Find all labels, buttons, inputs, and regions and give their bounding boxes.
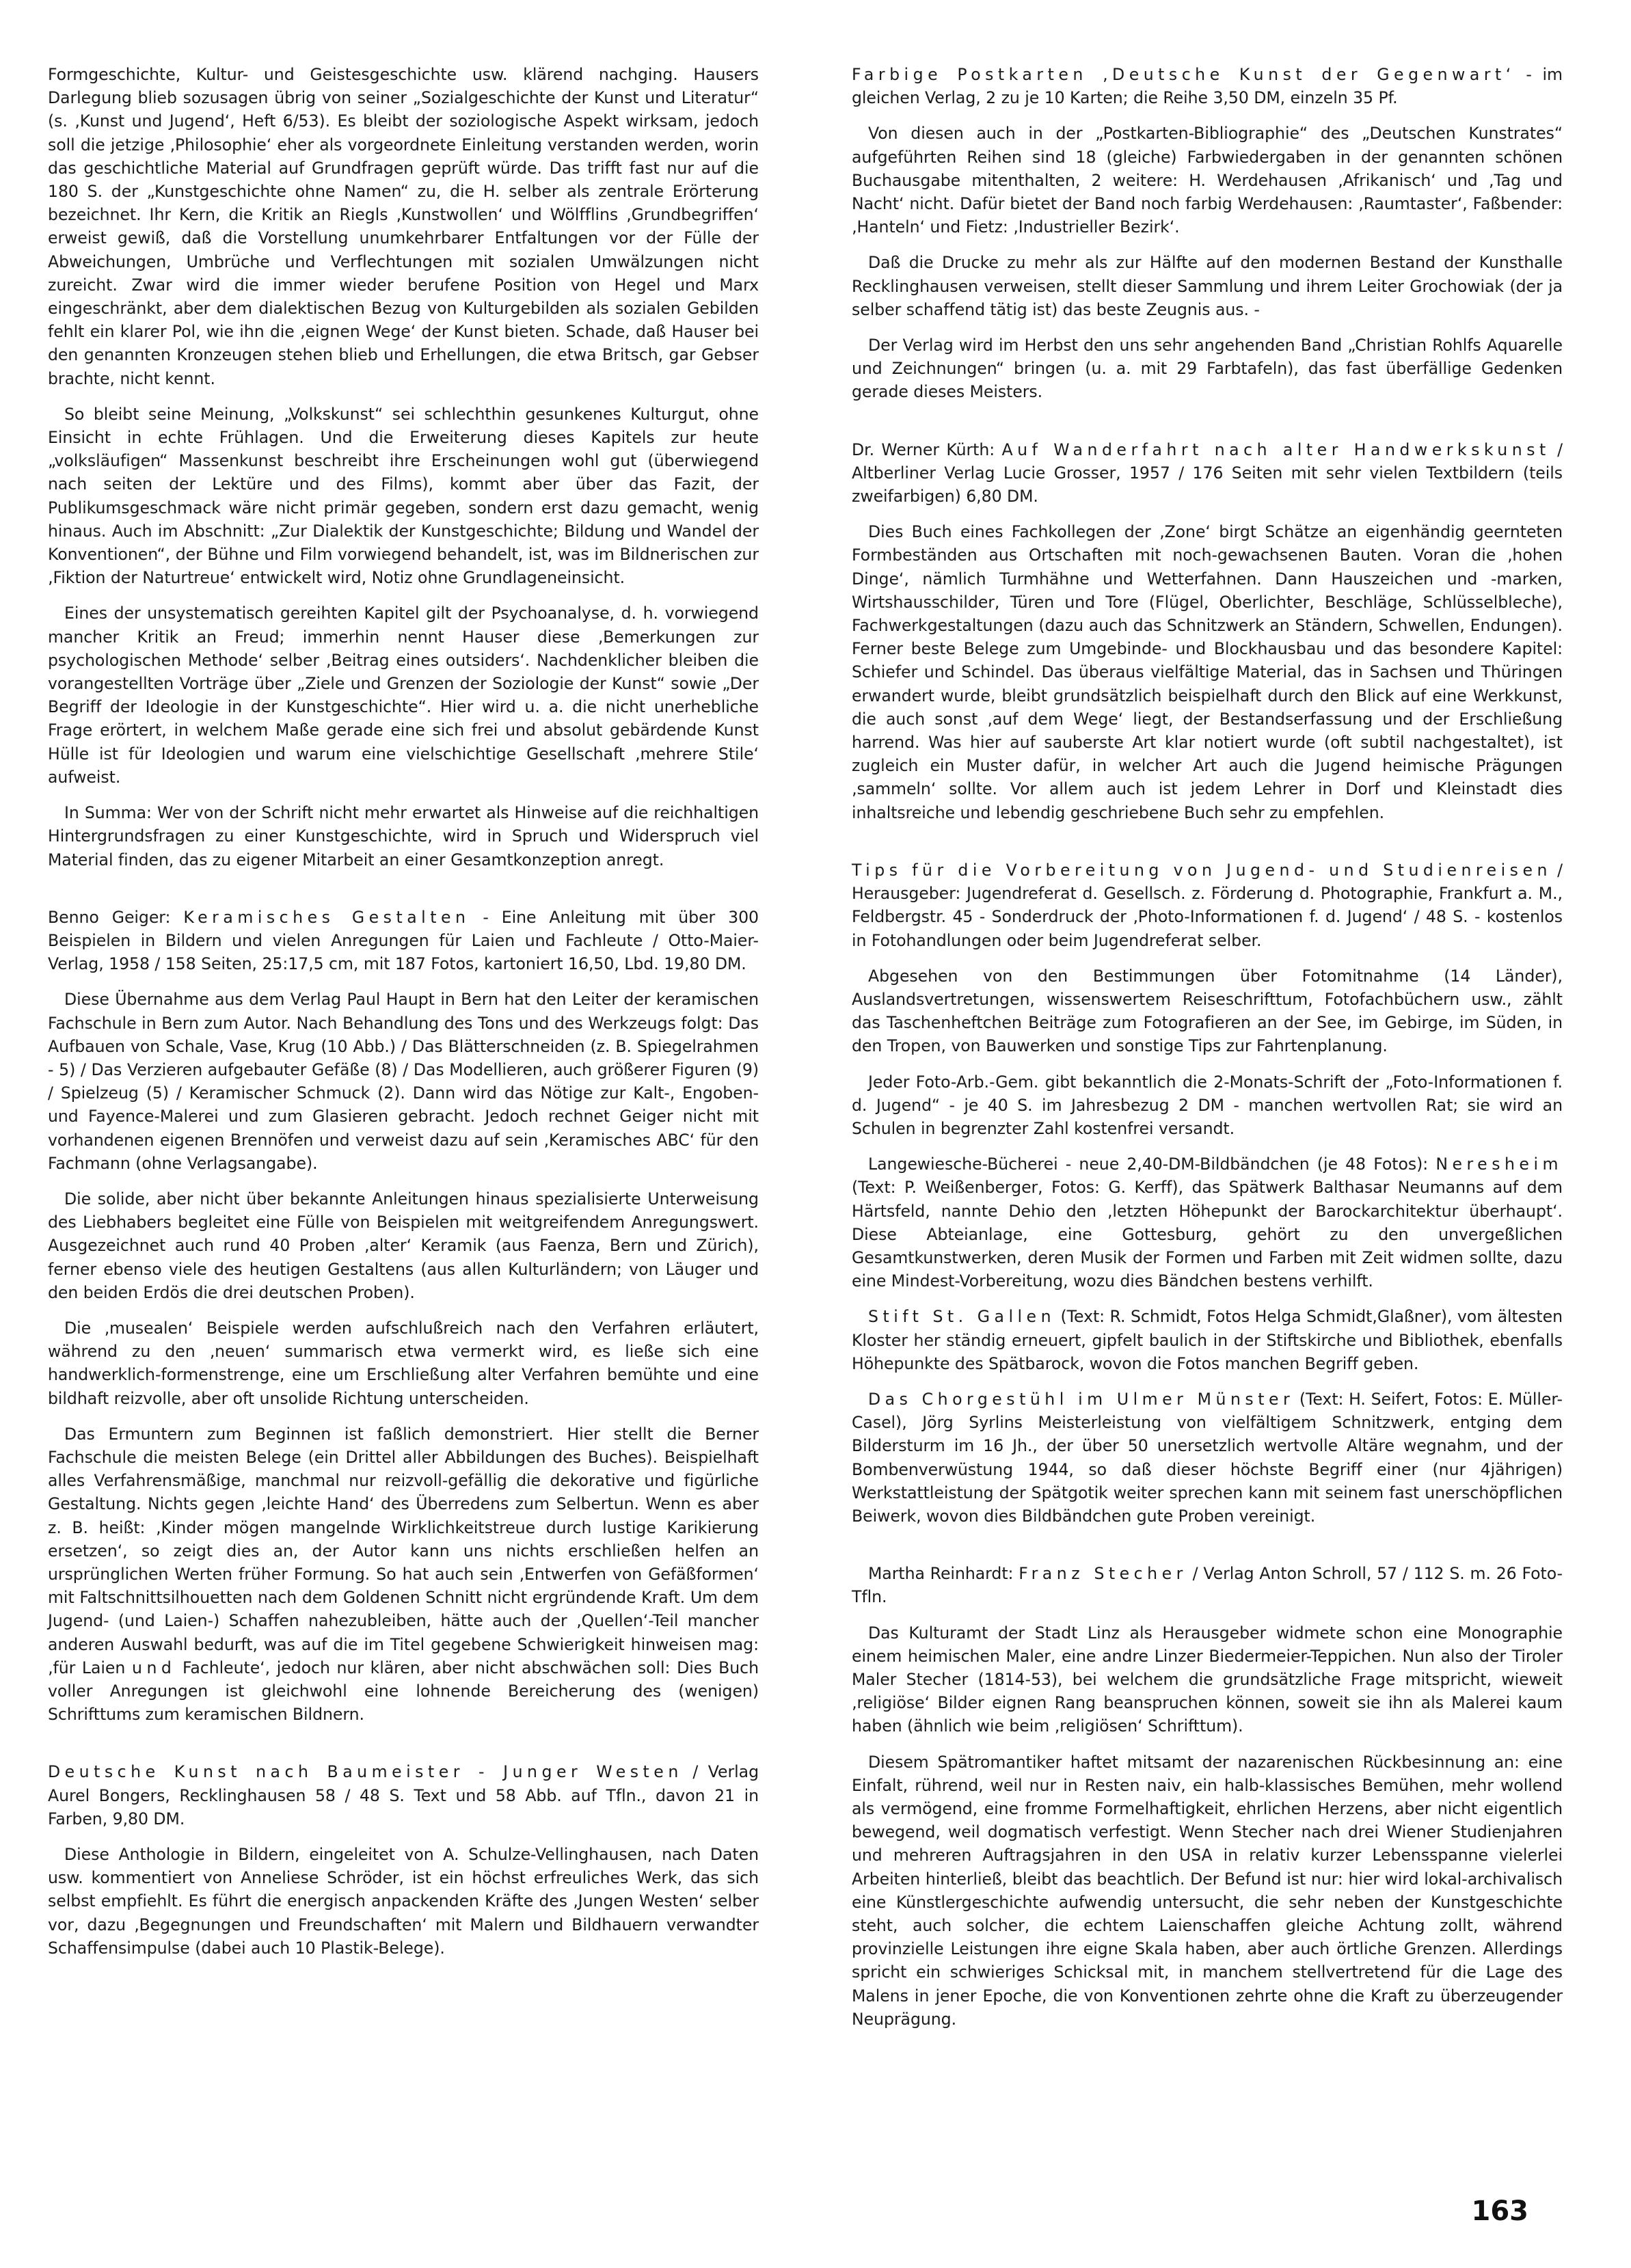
- review-text: (Text: P. Weißenberger, Fotos: G. Kerff), das Spätwerk Balthasar Neumanns auf dem Härtsfeld, nannte Dehio den ‚letzten Höhepunkt der Barockarchitektur überhaupt‘. Diese Abteianlage, eine Gottesburg, gehört zu den unvergeßlichen Gesamtkunstwerken, deren Musik der Formen und Farben mit Zeit widmen sollte, dazu eine Mindest-Vorbereitung, wozu dies Bändchen bestens verhilft.: [852, 1178, 1563, 1291]
- review-title: Farbige Postkarten ‚Deutsche Kunst der Gegenwart‘: [852, 65, 1515, 84]
- paragraph: Der Verlag wird im Herbst den uns sehr angehenden Band „Christian Rohlfs Aquarelle und Zeichnungen“ bringen (u. a. mit 29 Farbtafeln), das fast überfällige Gedenken gerade dieses Meisters.: [852, 336, 1563, 402]
- paragraph: Die ‚musealen‘ Beispiele werden aufschlußreich nach den Verfahren erläutert, während zu den ‚neuen‘ summarisch etwa vermerkt wird, es ließe sich eine handwerklich-formenstrenge, eine um Erschließung alter Verfahren bemühte und eine bildhaft reizvolle, aber oft unsolide Richtung unterscheiden.: [48, 1318, 759, 1408]
- paragraph: Abgesehen von den Bestimmungen über Fotomitnahme (14 Länder), Auslandsvertretungen, wissenswertem Reiseschrifttum, Fotofachbüchern usw., zählt das Taschenheftchen Beiträge zum Fotografieren an der See, im Gebirge, im Süden, in den Tropen, von Bauwerken und sonstige Tips zur Fahrtenplanung.: [852, 966, 1563, 1056]
- review-author: Martha Reinhardt:: [868, 1564, 1019, 1584]
- paragraph: Die solide, aber nicht über bekannte Anleitungen hinaus spezialisierte Unterweisung des Liebhabers begleitet eine Fülle von Beispielen mit weitgreifendem Anregungswert. Ausgezeichnet auch rund 40 Proben ‚alter‘ Keramik (aus Faenza, Bern und Zürich), ferner ebenso viele des heutigen Gestaltens (aus allen Kulturländern; von Läuger und den beiden Erdös die drei deutschen Proben).: [48, 1189, 759, 1302]
- review-title: Deutsche Kunst nach Baumeister - Junger Westen: [48, 1762, 683, 1782]
- paragraph: Von diesen auch in der „Postkarten-Bibliographie“ des „Deutschen Kunstrates“ aufgeführten Reihen sind 18 (gleiche) Farbwiedergaben in der genannten schönen Buchausgabe mitenthalten, 2 weitere: H. Werdehausen ‚Afrikanisch‘ und ‚Tag und Nacht‘ nicht. Dafür bietet der Band noch farbig Werdehausen: ‚Raumtaster‘, Faßbender: ‚Hanteln‘ und Fietz: ‚Industrieller Bezirk‘.: [852, 124, 1563, 237]
- review-citation: / Verlag Aurel Bongers, Recklinghausen 58 / 48 S. Text und 58 Abb. auf Tfln., davon 21 in Farben, 9,80 DM.: [48, 1762, 759, 1828]
- paragraph: So bleibt seine Meinung, „Volkskunst“ sei schlechthin gesunkenes Kulturgut, ohne Einsicht in echte Frühlagen. Und die Erweiterung dieses Kapitels zur heute „volksläufigen“ Massenkunst beschreibt ihre Erscheinungen wohl gut (überwiegend nach seiten der Lektüre und des Films), kommt aber über das Fazit, der Publikumsgeschmack wäre nicht primär gegeben, sondern erst dazu gemacht, wenig hinaus. Auch im Abschnitt: „Zur Dialektik der Kunstgeschichte; Bildung und Wandel der Konventionen“, der Bühne und Film vorwiegend behandelt, ist, was im Bildnerischen zur ‚Fiktion der Naturtreue‘ entwickelt wird, Notiz ohne Grundlageneinsicht.: [48, 404, 759, 588]
- review-lead: Langewiesche-Bücherei - neue 2,40-DM-Bildbändchen (je 48 Fotos):: [868, 1155, 1436, 1174]
- paragraph: Das Kulturamt der Stadt Linz als Herausgeber widmete schon eine Monographie einem heimischen Maler, eine andre Linzer Biedermeier-Teppichen. Nun also der Tiroler Maler Stecher (1814-53), bei welchem die grundsätzliche Frage mitspricht, wieweit ‚religiöse‘ Bilder eignen Rang beanspruchen können, soweit sie ihn als Malerei kaum haben (ähnlich wie beim ‚religiösen‘ Schrifttum).: [852, 1623, 1563, 1736]
- paragraph: Formgeschichte, Kultur- und Geistesgeschichte usw. klärend nachging. Hausers Darlegung blieb sozusagen übrig von seiner „Sozialgeschichte der Kunst und Literatur“ (s. ‚Kunst und Jugend‘, Heft 6/53). Es bleibt der soziologische Aspekt wirksam, jedoch soll die jetzige ‚Philosophie‘ eher als vorgeordnete Einleitung verstanden werden, worin das geschichtliche Material auf Grundfragen geprüft würde. Das trifft fast nur auf die 180 S. der „Kunstgeschichte ohne Namen“ zu, die H. selber als zentrale Erörterung bezeichnet. Ihr Kern, die Kritik an Riegls ‚Kunstwollen‘ und Wölfflins ‚Grundbegriffen‘ erweist gewiß, daß die Vorstellung unumkehrbarer Entfaltungen vor der Fülle der Abweichungen, Umbrüche und Verflechtungen mit sozialen Umwälzungen nicht zureicht. Zwar wird die immer wieder berufene Position von Hegel und Marx eingeschränkt, aber dem dialektischen Bezug von Kulturgebilden als sozialen Gebilden fehlt ein klarer Pol, wie ihn die ‚eignen Wege‘ der Kunst bieten. Schade, daß Hauser bei den genannten Kronzeugen stehen blieb und Erhellungen, die etwa Britsch, gar Gebser brachte, nicht kennt.: [48, 65, 759, 388]
- review-title: Das Chorgestühl im Ulmer Münster: [868, 1389, 1295, 1409]
- text-segment: Fachleute‘, jedoch nur klären, aber nicht abschwächen soll: Dies Buch voller Anregungen ist gleichwohl eine lohnende Bereicherung des (wenigen) Schrifttums zum keramischen Bildnern.: [48, 1658, 759, 1725]
- review-heading-tips: [852, 859, 1563, 952]
- review-author: Dr. Werner Kürth:: [852, 440, 995, 459]
- text-segment: Das Ermuntern zum Beginnen ist faßlich demonstriert. Hier stellt die Berner Fachschule die meisten Belege (ein Drittel aller Abbildungen des Buches). Beispielhaft alles Verfahrensmäßige, manchmal nur reizvoll-gefällig die dekorative und figürliche Gestaltung. Nichts gegen ‚leichte Hand‘ des Überredens zum Selbertun. Wenn es aber z. B. heißt: ‚Kinder mögen mangelnde Wirklichkeitstreue durch lustige Karikierung ersetzen‘, so zeigt dies an, der Autor kann uns nichts erschließen helfen an ursprünglichen Werten früher Formung. So hat auch sein ‚Entwerfen von Gefäßformen‘ mit Faltschnittsilhouetten nach dem Goldenen Schnitt nicht ergründende Kraft. Um dem Jugend- (und Laien-) Schaffen nahezubleiben, hätte auch der ‚Quellen‘-Teil mancher anderen Auswahl bedurft, was auf die im Titel gegebene Schwierigkeit hinweisen mag: ‚für Laien: [48, 1424, 759, 1677]
- review-heading-franz-stecher: [852, 1562, 1563, 1608]
- review-heading-neresheim: [852, 1152, 1563, 1293]
- review-citation: / Verlag Anton Schroll, 57 / 112 S. m. 26 Foto-Tfln.: [852, 1564, 1563, 1607]
- review-text: (Text: R. Schmidt, Fotos Helga Schmidt,Glaßner), vom ältesten Kloster her ständig erneuert, gipfelt baulich in der Stiftskirche und Bibliothek, ebenfalls Höhepunkte des Spätbarock, wovon die Fotos manchen Begriff geben.: [852, 1307, 1563, 1373]
- paragraph: Eines der unsystematisch gereihten Kapitel gilt der Psychoanalyse, d. h. vorwiegend mancher Kritik an Freud; immerhin nennt Hauser diese ‚Bemerkungen zur psychologischen Methode‘ selber ‚Beitrag eines outsiders‘. Nachdenklicher bleiben die vorangestellten Vorträge über „Ziele und Grenzen der Soziologie der Kunst“ sowie „Der Begriff der Ideologie in der Kunstgeschichte“. Hier wird u. a. die nicht unerhebliche Frage erörtert, in welchem Maße gerade eine sich frei und absolut gebärdende Kunst Hülle ist für Ideologien und warum eine vielschichtige Gesellschaft ‚mehrere Stile‘ aufweist.: [48, 604, 759, 787]
- review-heading-wanderfahrt: [852, 438, 1563, 509]
- review-citation: / Altberliner Verlag Lucie Grosser, 1957 / 176 Seiten mit sehr vielen Textbildern (teils zweifarbigen) 6,80 DM.: [852, 440, 1563, 507]
- review-heading-farbige-postkarten: [852, 63, 1563, 109]
- review-text: (Text: H. Seifert, Fotos: E. Müller-Casel), Jörg Syrlins Meisterleistung von vielfältigem Schnitzwerk, entging dem Bildersturm im 16 Jh., der über 50 unersetzlich wertvolle Altäre wegnahm, und der Bombenverwüstung 1944, so daß dieser höchste Begriff einer (nur 4jährigen) Werkstattleistung der Spätgotik weiter sprechen kann mit seinem fast unerschöpflichen Beiwerk, wovon dies Bildbändchen gute Proben vereinigt.: [852, 1389, 1563, 1526]
- right-column: [852, 63, 1563, 2043]
- review-title: Keramisches Gestalten: [183, 907, 470, 927]
- review-author: Benno Geiger:: [48, 907, 171, 927]
- review-citation: - im gleichen Verlag, 2 zu je 10 Karten; die Reihe 3,50 DM, einzeln 35 Pf.: [852, 65, 1563, 108]
- paragraph: Daß die Drucke zu mehr als zur Hälfte auf den modernen Bestand der Kunsthalle Recklinghausen verweisen, stellt dieser Sammlung und ihrem Leiter Grochowiak (der ja selber schaffend tätig ist) das beste Zeugnis aus. -: [852, 253, 1563, 319]
- review-title: Tips für die Vorbereitung von Jugend- und Studienreisen: [852, 860, 1552, 880]
- review-heading-chorgestuehl: [852, 1388, 1563, 1528]
- paragraph: Jeder Foto-Arb.-Gem. gibt bekanntlich die 2-Monats-Schrift der „Foto-Informationen f. d. Jugend“ - je 40 S. im Jahresbezug 2 DM - manchen wertvollen Rat; sie wird an Schulen in begrenzter Zahl kostenfrei versandt.: [852, 1072, 1563, 1138]
- paragraph: In Summa: Wer von der Schrift nicht mehr erwartet als Hinweise auf die reichhaltigen Hintergrundsfragen zu einer Kunstgeschichte, wird in Spruch und Widerspruch viel Material finden, das zu eigener Mitarbeit an einer Gesamtkonzeption anregt.: [48, 803, 759, 869]
- review-heading-st-gallen: [852, 1305, 1563, 1375]
- left-column: [48, 63, 759, 1972]
- review-title: Neresheim: [1435, 1155, 1563, 1174]
- paragraph: Diese Übernahme aus dem Verlag Paul Haupt in Bern hat den Leiter der keramischen Fachschule in Bern zum Autor. Nach Behandlung des Tons und des Werkzeugs folgt: Das Aufbauen von Schale, Vase, Krug (10 Abb.) / Das Blätterschneiden (z. B. Spiegelrahmen - 5) / Das Verzieren aufgebauter Gefäße (8) / Das Modellieren, auch größerer Figuren (9) / Spielzeug (5) / Keramischer Schmuck (2). Dann wird das Nötige zur Kalt-, Engoben- und Fayence-Malerei und zum Glasieren gebracht. Jedoch rechnet Geiger nicht mit vorhandenen eigenen Brennöfen und verweist dazu auf sein ‚Keramisches ABC‘ für den Fachmann (ohne Verlagsangabe).: [48, 990, 759, 1173]
- paragraph: Dies Buch eines Fachkollegen der ‚Zone‘ birgt Schätze an eigenhändig geernteten Formbeständen aus Ortschaften mit noch-gewachsenen Bauten. Voran die ‚hohen Dinge‘, nämlich Turmhähne und Wetterfahnen. Dann Hauszeichen und -marken, Wirtshausschilder, Türen und Tore (Flügel, Oberlichter, Beschläge, Schlüsselbleche), Fachwerkgestaltungen (dazu auch das Schnitzwerk an Ständern, Schwellen, Endungen). Ferner beste Belege zum Umgebinde- und Blockhausbau und das besondere Kapitel: Schiefer und Schindel. Das überaus vielfältige Material, das in Sachsen und Thüringen erwandert wurde, bleibt grundsätzlich beispielhaft durch den Blick auf eine Werkkunst, die auch sonst ‚auf dem Wege‘ liegt, der Bestandserfassung und der Erschließung harrend. Was hier auf sauberste Art klar notiert wurde (oft subtil nachgestaltet), ist zugleich ein Muster dafür, in welcher Art auch die Jugend heimische Prägungen ‚sammeln‘ sollte. Vor allem auch ist jedem Lehrer in Dorf und Kleinstadt dies inhaltsreiche und lebendig geschriebene Buch sehr zu empfehlen.: [852, 522, 1563, 822]
- page-number: 163: [1471, 2196, 1528, 2227]
- review-heading-keramisches-gestalten: [48, 906, 759, 976]
- review-title: Stift St. Gallen: [868, 1307, 1056, 1327]
- paragraph: Diesem Spätromantiker haftet mitsamt der nazarenischen Rückbesinnung an: eine Einfalt, rührend, weil nur in Resten naiv, ein halb-klassisches Bemühen, mehr wollend als vermögend, eine fromme Formelhaftigkeit, ehrlichen Herzens, aber nicht eigentlich bewegend, weil dogmatisch verfestigt. Wenn Stecher nach drei Wiener Studienjahren und mehreren Auftragsjahren in den USA in relativ kurzer Lebensspanne vielerlei Arbeiten hinterließ, bleibt das beachtlich. Der Befund ist nur: hier wird lokal-archivalisch eine Künstlergeschichte aufwendig untersucht, die sehr neben der Kunstgeschichte steht, auch solcher, die echtem Laienschaffen gleiche Achtung zollt, während provinzielle Leistungen ihre eigne Skala haben, aber auch örtliche Grenzen. Allerdings spricht ein schwieriges Schicksal mit, in manchem stellvertretend für die Lage des Malens in jener Epoche, die von Konventionen zehrte ohne die Kraft zu überzeugender Neuprägung.: [852, 1752, 1563, 2029]
- paragraph: [48, 1422, 759, 1727]
- review-heading-deutsche-kunst: [48, 1760, 759, 1831]
- review-title: Franz Stecher: [1019, 1564, 1187, 1584]
- review-citation: / Herausgeber: Jugendreferat d. Gesellsch. z. Förderung d. Photographie, Frankfurt a. M., Feldbergstr. 45 - Sonderdruck der ‚Photo-Informationen f. d. Jugend‘ / 48 S. - kostenlos in Fotohandlungen oder beim Jugendreferat selber.: [852, 860, 1563, 950]
- review-title: Auf Wanderfahrt nach alter Handwerkskunst: [1001, 440, 1550, 459]
- review-citation: - Eine Anleitung mit über 300 Beispielen in Bildern und vielen Anregungen für Laien und Fachleute / Otto-Maier-Verlag, 1958 / 158 Seiten, 25:17,5 cm, mit 187 Fotos, kartoniert 16,50, Lbd. 19,80 DM.: [48, 907, 759, 974]
- emphasis: und: [131, 1658, 176, 1677]
- paragraph: Diese Anthologie in Bildern, eingeleitet von A. Schulze-Vellinghausen, nach Daten usw. kommentiert von Anneliese Schröder, ist ein höchst erfreuliches Werk, das sich selbst empfiehlt. Es führt die energisch anpackenden Kräfte des ‚Jungen Westen‘ selber vor, dazu ‚Begegnungen und Freundschaften‘ mit Malern und Bildhauern verwandter Schaffensimpulse (dabei auch 10 Plastik-Belege).: [48, 1845, 759, 1958]
